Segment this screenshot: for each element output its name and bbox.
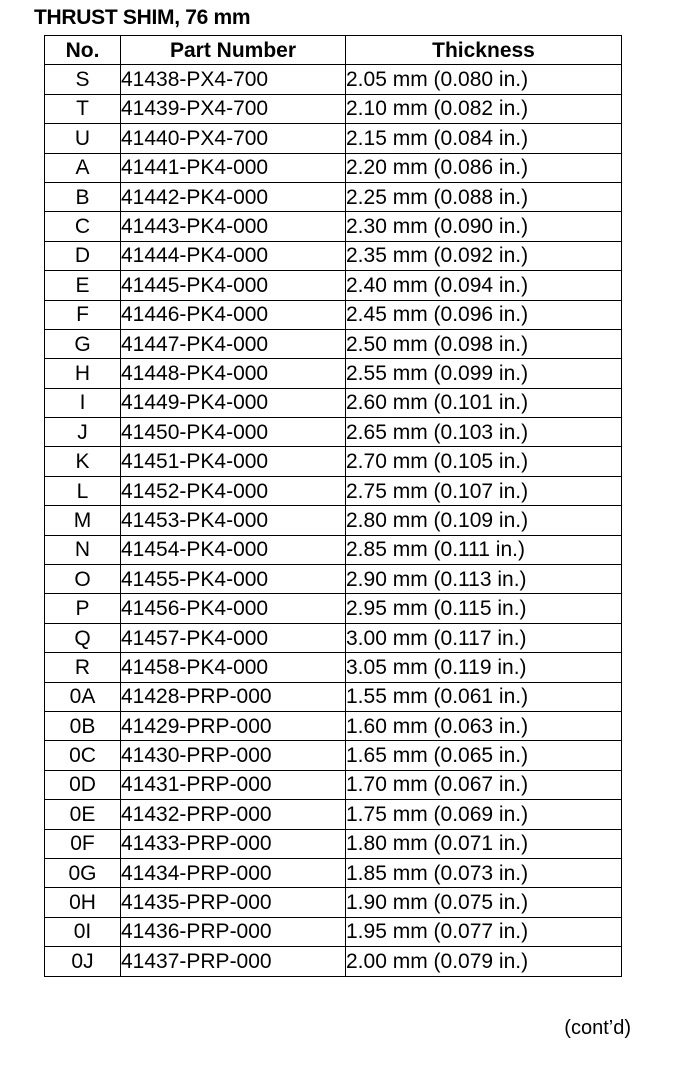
table-row <box>45 506 622 535</box>
table-row <box>45 741 622 770</box>
cell-no: S <box>45 65 121 94</box>
cell-thickness: 1.85 mm (0.073 in.) <box>346 858 622 887</box>
cell-part-number: 41430-PRP-000 <box>121 741 346 770</box>
table-row <box>45 418 622 447</box>
cell-part-number: 41429-PRP-000 <box>121 711 346 740</box>
cell-no: R <box>45 653 121 682</box>
cell-part-number: 41435-PRP-000 <box>121 888 346 917</box>
table-row <box>45 858 622 887</box>
table-row <box>45 770 622 799</box>
cell-part-number: 41455-PK4-000 <box>121 565 346 594</box>
table-row <box>45 329 622 358</box>
table-title: THRUST SHIM, 76 mm <box>34 6 251 29</box>
cell-thickness: 2.50 mm (0.098 in.) <box>346 329 622 358</box>
cell-thickness: 1.60 mm (0.063 in.) <box>346 711 622 740</box>
cell-thickness: 2.65 mm (0.103 in.) <box>346 418 622 447</box>
cell-thickness: 2.55 mm (0.099 in.) <box>346 359 622 388</box>
table-header-row <box>45 36 622 65</box>
table-row <box>45 447 622 476</box>
table-row <box>45 359 622 388</box>
cell-no: 0F <box>45 829 121 858</box>
cell-part-number: 41444-PK4-000 <box>121 241 346 270</box>
cell-thickness: 2.45 mm (0.096 in.) <box>346 300 622 329</box>
cell-no: I <box>45 388 121 417</box>
table-row <box>45 300 622 329</box>
cell-part-number: 41447-PK4-000 <box>121 329 346 358</box>
column-header-no: No. <box>45 36 121 65</box>
cell-no: L <box>45 476 121 505</box>
cell-no: Q <box>45 623 121 652</box>
cell-part-number: 41454-PK4-000 <box>121 535 346 564</box>
cell-no: D <box>45 241 121 270</box>
table-row <box>45 829 622 858</box>
table-row <box>45 535 622 564</box>
cell-part-number: 41448-PK4-000 <box>121 359 346 388</box>
cell-thickness: 2.70 mm (0.105 in.) <box>346 447 622 476</box>
column-header-part-number: Part Number <box>121 36 346 65</box>
cell-no: 0E <box>45 800 121 829</box>
cell-part-number: 41431-PRP-000 <box>121 770 346 799</box>
thrust-shim-table <box>44 35 622 977</box>
cell-no: C <box>45 212 121 241</box>
cell-thickness: 2.25 mm (0.088 in.) <box>346 182 622 211</box>
cell-thickness: 2.05 mm (0.080 in.) <box>346 65 622 94</box>
cell-thickness: 2.80 mm (0.109 in.) <box>346 506 622 535</box>
cell-part-number: 41438-PX4-700 <box>121 65 346 94</box>
cell-no: 0I <box>45 917 121 946</box>
table-row <box>45 623 622 652</box>
cell-part-number: 41437-PRP-000 <box>121 947 346 976</box>
cell-thickness: 2.15 mm (0.084 in.) <box>346 124 622 153</box>
cell-thickness: 2.75 mm (0.107 in.) <box>346 476 622 505</box>
table-row <box>45 241 622 270</box>
cell-thickness: 1.80 mm (0.071 in.) <box>346 829 622 858</box>
cell-no: J <box>45 418 121 447</box>
cell-no: 0J <box>45 947 121 976</box>
cell-no: K <box>45 447 121 476</box>
cell-thickness: 1.95 mm (0.077 in.) <box>346 917 622 946</box>
table-row <box>45 212 622 241</box>
cell-part-number: 41441-PK4-000 <box>121 153 346 182</box>
cell-part-number: 41457-PK4-000 <box>121 623 346 652</box>
table-row <box>45 388 622 417</box>
cell-part-number: 41440-PX4-700 <box>121 124 346 153</box>
cell-thickness: 2.00 mm (0.079 in.) <box>346 947 622 976</box>
cell-part-number: 41446-PK4-000 <box>121 300 346 329</box>
cell-no: F <box>45 300 121 329</box>
cell-no: E <box>45 271 121 300</box>
cell-thickness: 2.90 mm (0.113 in.) <box>346 565 622 594</box>
table-row <box>45 124 622 153</box>
cell-no: 0G <box>45 858 121 887</box>
cell-part-number: 41443-PK4-000 <box>121 212 346 241</box>
cell-no: G <box>45 329 121 358</box>
cell-thickness: 2.30 mm (0.090 in.) <box>346 212 622 241</box>
column-header-thickness: Thickness <box>346 36 622 65</box>
cell-no: A <box>45 153 121 182</box>
cell-thickness: 1.55 mm (0.061 in.) <box>346 682 622 711</box>
table-row <box>45 565 622 594</box>
cell-no: 0B <box>45 711 121 740</box>
cell-part-number: 41450-PK4-000 <box>121 418 346 447</box>
cell-thickness: 2.35 mm (0.092 in.) <box>346 241 622 270</box>
continued-note: (cont’d) <box>564 1017 631 1039</box>
cell-part-number: 41433-PRP-000 <box>121 829 346 858</box>
cell-part-number: 41458-PK4-000 <box>121 653 346 682</box>
cell-no: P <box>45 594 121 623</box>
cell-part-number: 41442-PK4-000 <box>121 182 346 211</box>
cell-no: M <box>45 506 121 535</box>
cell-no: 0H <box>45 888 121 917</box>
table-row <box>45 476 622 505</box>
cell-part-number: 41428-PRP-000 <box>121 682 346 711</box>
cell-no: 0A <box>45 682 121 711</box>
table-row <box>45 182 622 211</box>
cell-part-number: 41451-PK4-000 <box>121 447 346 476</box>
table-row <box>45 917 622 946</box>
cell-thickness: 2.20 mm (0.086 in.) <box>346 153 622 182</box>
cell-part-number: 41434-PRP-000 <box>121 858 346 887</box>
cell-part-number: 41432-PRP-000 <box>121 800 346 829</box>
cell-part-number: 41449-PK4-000 <box>121 388 346 417</box>
cell-thickness: 3.05 mm (0.119 in.) <box>346 653 622 682</box>
cell-thickness: 2.60 mm (0.101 in.) <box>346 388 622 417</box>
cell-thickness: 2.10 mm (0.082 in.) <box>346 94 622 123</box>
cell-no: T <box>45 94 121 123</box>
cell-part-number: 41436-PRP-000 <box>121 917 346 946</box>
cell-thickness: 2.40 mm (0.094 in.) <box>346 271 622 300</box>
cell-no: H <box>45 359 121 388</box>
cell-part-number: 41456-PK4-000 <box>121 594 346 623</box>
cell-thickness: 3.00 mm (0.117 in.) <box>346 623 622 652</box>
cell-thickness: 1.65 mm (0.065 in.) <box>346 741 622 770</box>
cell-thickness: 1.75 mm (0.069 in.) <box>346 800 622 829</box>
cell-thickness: 2.95 mm (0.115 in.) <box>346 594 622 623</box>
cell-part-number: 41439-PX4-700 <box>121 94 346 123</box>
cell-part-number: 41452-PK4-000 <box>121 476 346 505</box>
cell-no: O <box>45 565 121 594</box>
table-row <box>45 594 622 623</box>
table-row <box>45 653 622 682</box>
cell-no: U <box>45 124 121 153</box>
table-body <box>45 65 622 976</box>
cell-thickness: 2.85 mm (0.111 in.) <box>346 535 622 564</box>
table-row <box>45 271 622 300</box>
cell-thickness: 1.70 mm (0.067 in.) <box>346 770 622 799</box>
cell-part-number: 41445-PK4-000 <box>121 271 346 300</box>
table-row <box>45 153 622 182</box>
table-row <box>45 888 622 917</box>
table-row <box>45 682 622 711</box>
table-row <box>45 94 622 123</box>
cell-no: 0C <box>45 741 121 770</box>
cell-no: B <box>45 182 121 211</box>
cell-thickness: 1.90 mm (0.075 in.) <box>346 888 622 917</box>
table-row <box>45 800 622 829</box>
table-row <box>45 947 622 976</box>
cell-no: 0D <box>45 770 121 799</box>
cell-no: N <box>45 535 121 564</box>
table-row <box>45 711 622 740</box>
cell-part-number: 41453-PK4-000 <box>121 506 346 535</box>
table-row <box>45 65 622 94</box>
